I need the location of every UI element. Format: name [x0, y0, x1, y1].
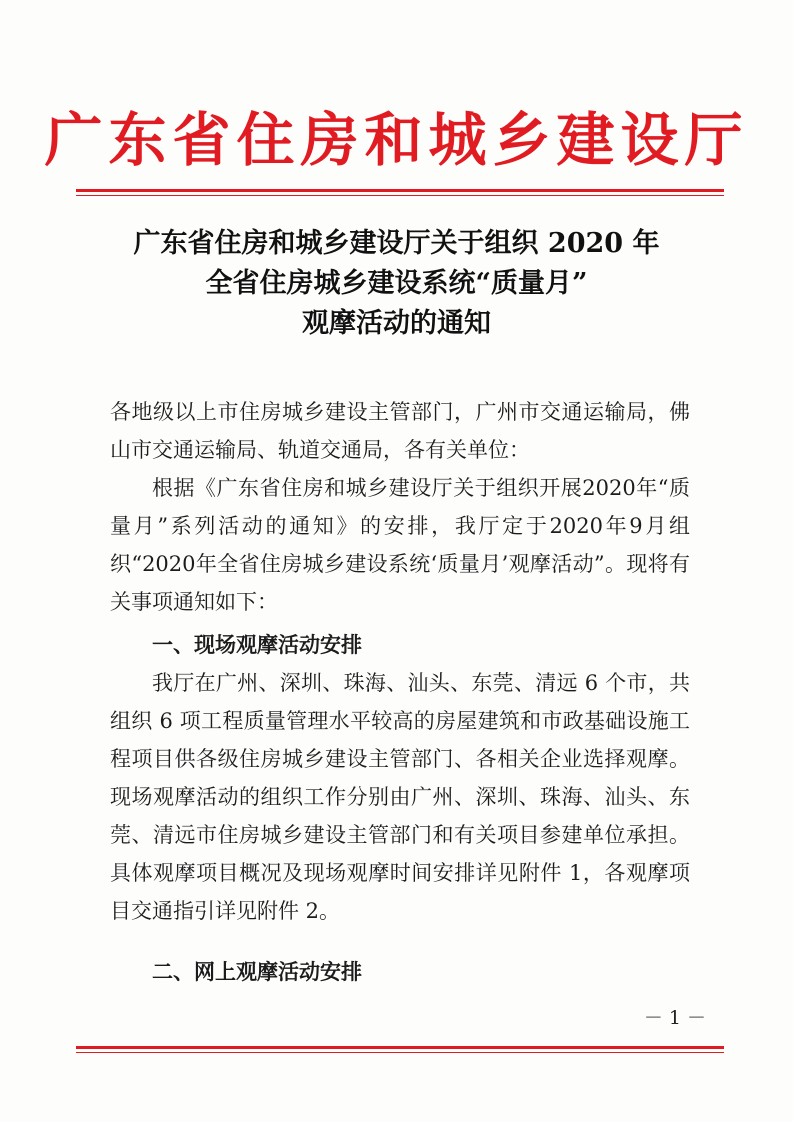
organization-header: 广东省住房和城乡建设厅	[44, 106, 749, 174]
document-title-line: 全省住房城乡建设系统“质量月”	[205, 268, 588, 299]
header-red-rule-thin	[76, 195, 724, 196]
section-1-heading: 一、现场观摩活动安排	[152, 633, 362, 657]
header-red-rule-thick	[76, 189, 724, 192]
document-title	[0, 224, 793, 344]
document-title-line: 观摩活动的通知	[302, 308, 491, 339]
footer-red-rule-thick	[76, 1046, 724, 1049]
intro-paragraph: 根据《广东省住房和城乡建设厅关于组织开展2020年“质量月”系列活动的通知》的安排，我厅定于2020年9月组织“2020年全省住房城乡建设系统‘质量月’观摩活动”。现将有关事项通知如下：	[110, 476, 690, 614]
section-1-paragraph: 我厅在广州、深圳、珠海、汕头、东莞、清远 6 个市，共组织 6 项工程质量管理水平较高的房屋建筑和市政基础设施工程项目供各级住房城乡建设主管部门、各相关企业选择观摩。现场观摩活动的组织工作分别由广州、深圳、珠海、汕头、东莞、清远市住房城乡建设主管部门和有关项目参建单位承担。具体观摩项目概况及现场观摩时间安排详见附件 1，各观摩项目交通指引详见附件 2。	[110, 671, 690, 923]
footer-red-rule-thin	[76, 1052, 724, 1053]
section-2-heading: 二、网上观摩活动安排	[152, 960, 362, 984]
page-number: － 1 －	[643, 1007, 706, 1029]
document-title-line: 广东省住房和城乡建设厅关于组织 2020 年	[133, 228, 660, 259]
salutation: 各地级以上市住房城乡建设主管部门，广州市交通运输局，佛山市交通运输局、轨道交通局，各有关单位：	[110, 400, 690, 462]
